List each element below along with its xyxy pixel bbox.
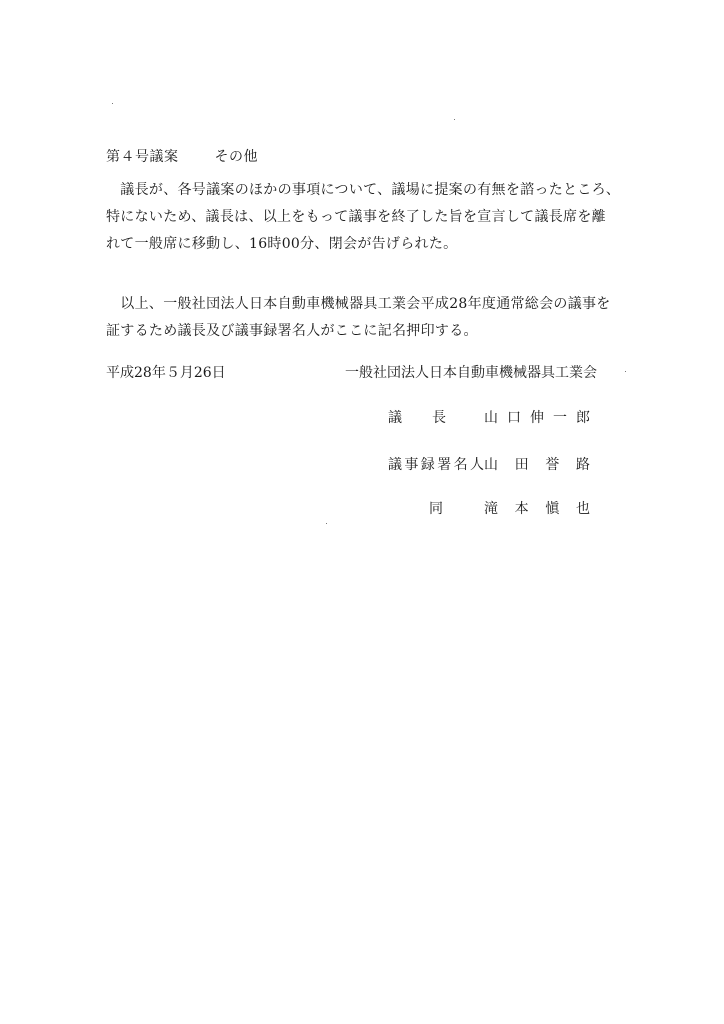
attestation-paragraph xyxy=(106,291,636,345)
agenda-title: その他 xyxy=(214,149,258,165)
agenda-number: 第４号議案 xyxy=(106,149,179,165)
scan-speck xyxy=(454,119,455,120)
signature-row-chair xyxy=(388,407,590,427)
closing-paragraph xyxy=(106,177,636,258)
paragraph-line: 証するため議長及び議事録署名人がここに記名押印する。 xyxy=(106,323,478,339)
signatory-name: 山口伸一郎 xyxy=(484,410,590,426)
document-date: 平成28年５月26日 xyxy=(106,365,226,381)
signatory-name: 山田誉路 xyxy=(484,457,590,473)
scan-speck xyxy=(326,523,327,524)
paragraph-line: 特にないため、議長は、以上をもって議事を終了した旨を宣言して議長席を離 xyxy=(106,209,606,225)
signatory-name: 滝本愼也 xyxy=(484,501,590,517)
signatory-role: 議事録署名人 xyxy=(388,457,484,473)
paragraph-line: 議長が、各号議案のほかの事項について、議場に提案の有無を諮ったところ、 xyxy=(106,182,621,198)
paragraph-line: 以上、一般社団法人日本自動車機械器具工業会平成28年度通常総会の議事を xyxy=(106,296,611,312)
signature-row-minutes-signer xyxy=(388,454,590,474)
agenda-heading xyxy=(106,146,258,166)
scan-speck xyxy=(625,371,626,372)
signatory-role: 同 xyxy=(429,501,443,517)
organization-name: 一般社団法人日本自動車機械器具工業会 xyxy=(345,365,597,381)
paragraph-line: れて一般席に移動し、16時00分、閉会が告げられた。 xyxy=(106,236,458,252)
scan-speck xyxy=(112,103,113,104)
signatory-role: 議長 xyxy=(388,410,446,426)
signature-row-co-signer xyxy=(388,498,590,518)
